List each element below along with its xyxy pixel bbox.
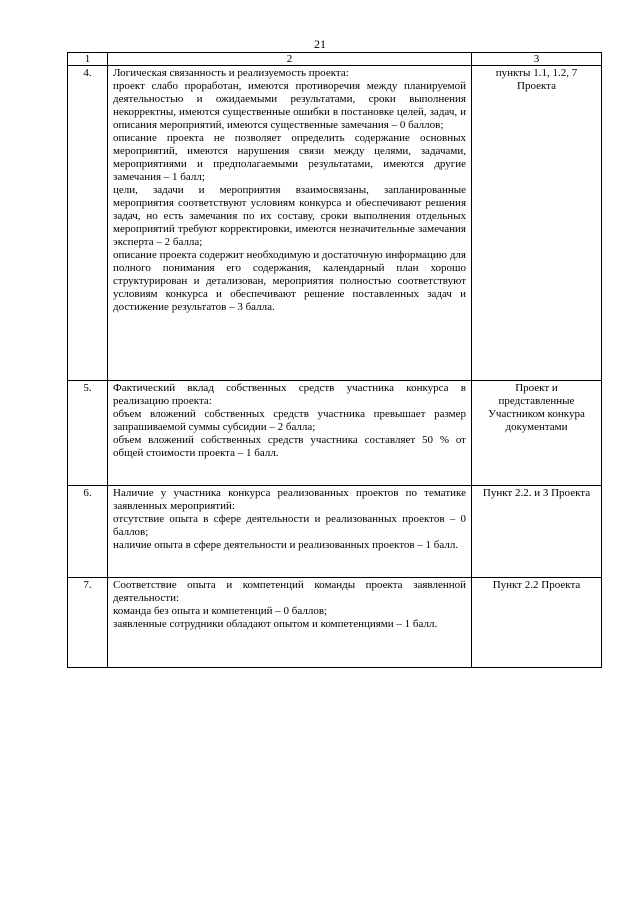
criterion-line: Соответствие опыта и компетенций команды проекта заявленной деятельности:: [113, 579, 466, 604]
criteria-table: [67, 52, 602, 668]
criterion-line: объем вложений собственных средств участника составляет 50 % от общей стоимости проекта – 1 балл.: [113, 434, 466, 459]
table-row: [68, 578, 602, 668]
column-header-3: 3: [472, 53, 602, 66]
criterion-line: команда без опыта и компетенций – 0 баллов;: [113, 605, 328, 617]
criterion-line: отсутствие опыта в сфере деятельности и реализованных проектов – 0 баллов;: [113, 513, 466, 538]
criterion-source: Пункт 2.2 Проекта: [472, 578, 602, 668]
criterion-line: проект слабо проработан, имеются противоречия между планируемой деятельностью и ожидаемыми результатами, сроки выполнения некорректны, имеются существенные ошибки в постановке целей, задач, и описания мероприятий, имеются существенные замечания – 0 баллов;: [113, 80, 466, 131]
criterion-line: Логическая связанность и реализуемость проекта:: [113, 67, 349, 79]
row-number: 5.: [68, 381, 108, 486]
criterion-text: [108, 66, 472, 381]
table-row: [68, 381, 602, 486]
criterion-text: [108, 578, 472, 668]
criterion-line: объем вложений собственных средств участника превышает размер запрашиваемой суммы субсидии – 2 балла;: [113, 408, 466, 433]
criterion-line: наличие опыта в сфере деятельности и реализованных проектов – 1 балл.: [113, 539, 459, 551]
criterion-line: Фактический вклад собственных средств участника конкурса в реализацию проекта:: [113, 382, 466, 407]
table-header-row: [68, 53, 602, 66]
criterion-source: Проект и представленные Участником конкура документами: [472, 381, 602, 486]
criterion-line: описание проекта не позволяет определить содержание основных мероприятий, имеются нарушения связи между целями, задачами, мероприятиями и предполагаемыми результатами, имеются другие замечания – 1 балл;: [113, 132, 466, 183]
column-header-1: 1: [68, 53, 108, 66]
column-header-2: 2: [108, 53, 472, 66]
row-number: 6.: [68, 486, 108, 578]
row-number: 7.: [68, 578, 108, 668]
criterion-text: [108, 486, 472, 578]
criterion-line: заявленные сотрудники обладают опытом и компетенциями – 1 балл.: [113, 618, 438, 630]
criterion-source: пункты 1.1, 1.2, 7 Проекта: [472, 66, 602, 381]
criterion-text: [108, 381, 472, 486]
criterion-source: Пункт 2.2. и 3 Проекта: [472, 486, 602, 578]
table-row: [68, 66, 602, 381]
table-row: [68, 486, 602, 578]
criterion-line: цели, задачи и мероприятия взаимосвязаны, запланированные мероприятия соответствуют условиям конкурса и обеспечивают решения задач, но есть замечания по их составу, сроки выполнения отдельных мероприятий требуют корректировки, имеются незначительные замечания эксперта – 2 балла;: [113, 184, 466, 248]
criterion-line: описание проекта содержит необходимую и достаточную информацию для полного понимания его содержания, календарный план хорошо структурирован и детализован, мероприятия полностью соответствуют условиям конкурса и обеспечивают решение поставленных задач и достижение результатов – 3 балла.: [113, 249, 466, 313]
row-number: 4.: [68, 66, 108, 381]
page-number: 21: [314, 37, 326, 51]
criterion-line: Наличие у участника конкурса реализованных проектов по тематике заявленных мероприятий:: [113, 487, 466, 512]
